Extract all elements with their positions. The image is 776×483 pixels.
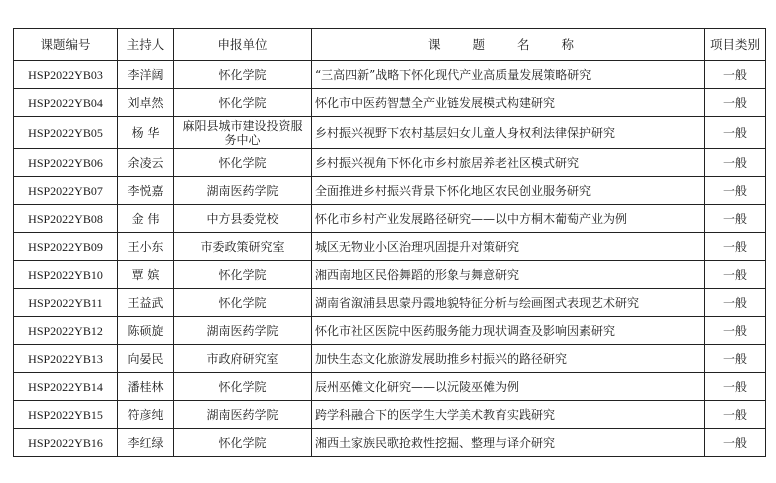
table-row bbox=[14, 373, 766, 401]
project-type: 一般 bbox=[705, 89, 766, 117]
project-type: 一般 bbox=[705, 373, 766, 401]
table-row bbox=[14, 345, 766, 373]
table-row bbox=[14, 429, 766, 457]
applicant-unit: 怀化学院 bbox=[174, 89, 312, 117]
header-title: 课 题 名 称 bbox=[312, 29, 705, 61]
project-title: “三高四新”战略下怀化现代产业高质量发展策略研究 bbox=[312, 61, 705, 89]
host-name: 李洋阔 bbox=[118, 61, 174, 89]
project-title: 湘西南地区民俗舞蹈的形象与舞意研究 bbox=[312, 261, 705, 289]
project-title: 湘西土家族民歌抢救性挖掘、整理与译介研究 bbox=[312, 429, 705, 457]
project-code: HSP2022YB07 bbox=[14, 177, 118, 205]
project-type: 一般 bbox=[705, 317, 766, 345]
project-code: HSP2022YB09 bbox=[14, 233, 118, 261]
project-type: 一般 bbox=[705, 401, 766, 429]
table-row bbox=[14, 89, 766, 117]
table-row bbox=[14, 289, 766, 317]
project-type: 一般 bbox=[705, 117, 766, 149]
project-title: 乡村振兴视角下怀化市乡村旅居养老社区模式研究 bbox=[312, 149, 705, 177]
host-name: 刘卓然 bbox=[118, 89, 174, 117]
table-row bbox=[14, 117, 766, 149]
applicant-unit: 中方县委党校 bbox=[174, 205, 312, 233]
header-unit: 申报单位 bbox=[174, 29, 312, 61]
applicant-unit: 湖南医药学院 bbox=[174, 317, 312, 345]
header-code: 课题编号 bbox=[14, 29, 118, 61]
host-name: 王小东 bbox=[118, 233, 174, 261]
project-title: 跨学科融合下的医学生大学美术教育实践研究 bbox=[312, 401, 705, 429]
table-row bbox=[14, 149, 766, 177]
host-name: 李悦嘉 bbox=[118, 177, 174, 205]
project-type: 一般 bbox=[705, 345, 766, 373]
project-type: 一般 bbox=[705, 233, 766, 261]
project-type: 一般 bbox=[705, 429, 766, 457]
project-table bbox=[13, 28, 766, 457]
applicant-unit: 麻阳县城市建设投资服务中心 bbox=[174, 117, 312, 149]
table-row bbox=[14, 177, 766, 205]
project-code: HSP2022YB15 bbox=[14, 401, 118, 429]
host-name: 潘桂林 bbox=[118, 373, 174, 401]
project-code: HSP2022YB06 bbox=[14, 149, 118, 177]
applicant-unit: 怀化学院 bbox=[174, 289, 312, 317]
project-type: 一般 bbox=[705, 61, 766, 89]
project-title: 怀化市乡村产业发展路径研究——以中方桐木葡萄产业为例 bbox=[312, 205, 705, 233]
project-title: 湖南省溆浦县思蒙丹霞地貌特征分析与绘画图式表现艺术研究 bbox=[312, 289, 705, 317]
project-code: HSP2022YB14 bbox=[14, 373, 118, 401]
project-code: HSP2022YB10 bbox=[14, 261, 118, 289]
host-name: 杨 华 bbox=[118, 117, 174, 149]
host-name: 陈硕旋 bbox=[118, 317, 174, 345]
project-title: 乡村振兴视野下农村基层妇女儿童人身权利法律保护研究 bbox=[312, 117, 705, 149]
applicant-unit: 怀化学院 bbox=[174, 429, 312, 457]
project-title: 城区无物业小区治理巩固提升对策研究 bbox=[312, 233, 705, 261]
table-row bbox=[14, 233, 766, 261]
host-name: 王益武 bbox=[118, 289, 174, 317]
host-name: 符彦纯 bbox=[118, 401, 174, 429]
project-code: HSP2022YB03 bbox=[14, 61, 118, 89]
project-code: HSP2022YB04 bbox=[14, 89, 118, 117]
table-row bbox=[14, 261, 766, 289]
project-title: 辰州巫傩文化研究——以沅陵巫傩为例 bbox=[312, 373, 705, 401]
host-name: 余凌云 bbox=[118, 149, 174, 177]
applicant-unit: 市政府研究室 bbox=[174, 345, 312, 373]
project-type: 一般 bbox=[705, 289, 766, 317]
host-name: 向晏民 bbox=[118, 345, 174, 373]
project-code: HSP2022YB08 bbox=[14, 205, 118, 233]
applicant-unit: 湖南医药学院 bbox=[174, 177, 312, 205]
header-row bbox=[14, 29, 766, 61]
table-row bbox=[14, 317, 766, 345]
applicant-unit: 怀化学院 bbox=[174, 149, 312, 177]
applicant-unit: 湖南医药学院 bbox=[174, 401, 312, 429]
applicant-unit: 怀化学院 bbox=[174, 261, 312, 289]
host-name: 覃 嫔 bbox=[118, 261, 174, 289]
project-type: 一般 bbox=[705, 261, 766, 289]
table-row bbox=[14, 401, 766, 429]
project-type: 一般 bbox=[705, 149, 766, 177]
host-name: 李红绿 bbox=[118, 429, 174, 457]
project-code: HSP2022YB16 bbox=[14, 429, 118, 457]
project-title: 全面推进乡村振兴背景下怀化地区农民创业服务研究 bbox=[312, 177, 705, 205]
applicant-unit: 市委政策研究室 bbox=[174, 233, 312, 261]
project-code: HSP2022YB12 bbox=[14, 317, 118, 345]
project-code: HSP2022YB05 bbox=[14, 117, 118, 149]
project-title: 怀化市中医药智慧全产业链发展模式构建研究 bbox=[312, 89, 705, 117]
table-row bbox=[14, 61, 766, 89]
project-code: HSP2022YB11 bbox=[14, 289, 118, 317]
project-title: 怀化市社区医院中医药服务能力现状调查及影响因素研究 bbox=[312, 317, 705, 345]
project-code: HSP2022YB13 bbox=[14, 345, 118, 373]
applicant-unit: 怀化学院 bbox=[174, 373, 312, 401]
table-row bbox=[14, 205, 766, 233]
project-type: 一般 bbox=[705, 177, 766, 205]
header-type: 项目类别 bbox=[705, 29, 766, 61]
applicant-unit: 怀化学院 bbox=[174, 61, 312, 89]
project-title: 加快生态文化旅游发展助推乡村振兴的路径研究 bbox=[312, 345, 705, 373]
header-host: 主持人 bbox=[118, 29, 174, 61]
host-name: 金 伟 bbox=[118, 205, 174, 233]
project-type: 一般 bbox=[705, 205, 766, 233]
